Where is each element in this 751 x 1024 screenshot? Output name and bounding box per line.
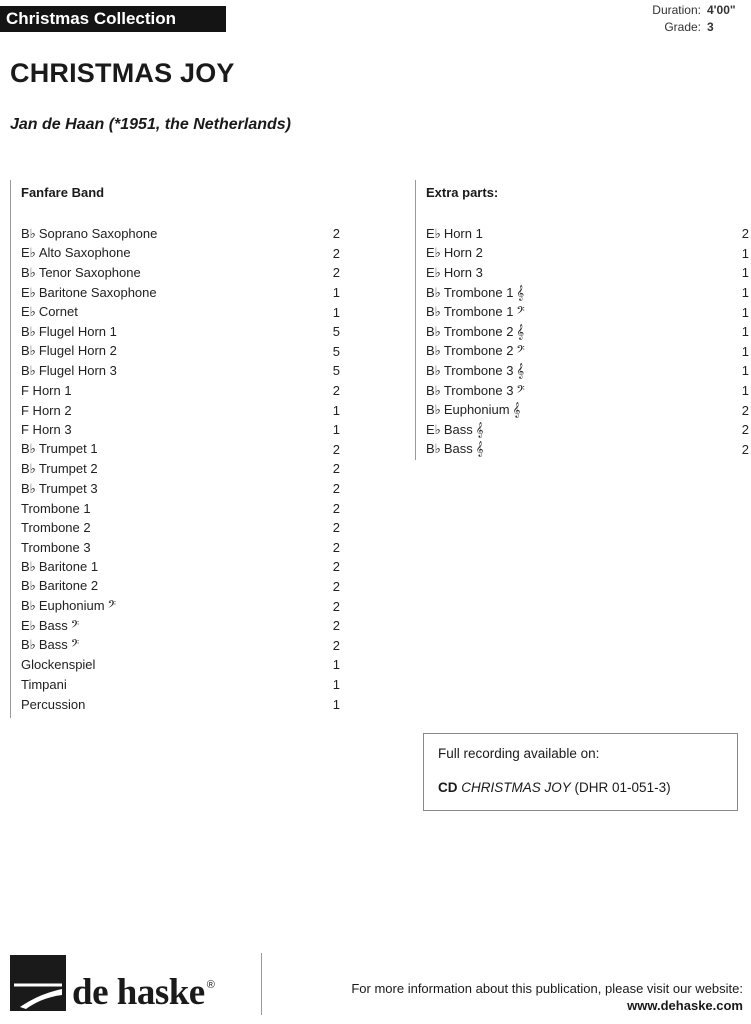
part-name (426, 245, 483, 261)
part-label: Trombone 3 (443, 382, 514, 398)
part-name (21, 245, 131, 261)
treble-clef-icon: 𝄞 (516, 363, 525, 379)
grade-row (652, 19, 741, 36)
treble-clef-icon: 𝄞 (512, 403, 521, 419)
part-key: B♭ (426, 304, 441, 320)
part-name (21, 383, 72, 398)
duration-label: Duration: (652, 3, 701, 17)
part-name (426, 343, 525, 359)
part-name (426, 285, 524, 301)
part-count: 2 (332, 265, 340, 281)
logo-text: de haske (72, 972, 205, 1013)
part-key: E♭ (426, 225, 441, 241)
extra-part-row (426, 244, 749, 264)
part-count: 1 (332, 422, 340, 438)
part-label: Trombone 1 (443, 284, 514, 300)
part-label: Bass (38, 617, 68, 633)
fanfare-part-row (21, 655, 340, 675)
part-label: Horn 1 (443, 225, 483, 241)
part-key: E♭ (21, 245, 36, 261)
part-label: Horn 2 (443, 245, 483, 261)
part-name (21, 226, 157, 242)
fanfare-part-row (21, 381, 340, 401)
fanfare-part-row (21, 361, 340, 381)
fanfare-part-row (21, 244, 340, 264)
part-name (21, 578, 98, 594)
part-name (21, 324, 117, 340)
fanfare-part-row (21, 635, 340, 655)
part-label: Bass (443, 421, 473, 437)
part-name (21, 481, 98, 497)
part-label: Trumpet 2 (38, 460, 98, 476)
part-count: 2 (332, 578, 340, 594)
fanfare-part-row (21, 577, 340, 597)
treble-clef-icon: 𝄞 (475, 422, 484, 438)
part-name (426, 324, 524, 340)
part-label: Trombone 2 (443, 323, 514, 339)
fanfare-band-rows (21, 224, 340, 714)
part-label: Tenor Saxophone (38, 264, 141, 280)
treble-clef-icon: 𝄞 (475, 442, 484, 458)
treble-clef-icon: 𝄞 (516, 285, 525, 301)
extra-part-row (426, 400, 749, 420)
part-count: 2 (332, 441, 340, 457)
part-label: Horn 3 (443, 264, 483, 280)
part-key: B♭ (21, 578, 36, 594)
part-count: 2 (332, 598, 340, 614)
part-label: Trumpet 1 (38, 441, 98, 457)
part-key: B♭ (21, 558, 36, 574)
bass-clef-icon: 𝄢 (516, 383, 525, 399)
part-name (21, 403, 72, 418)
part-count: 1 (332, 285, 340, 301)
part-count: 2 (332, 618, 340, 634)
fanfare-part-row (21, 302, 340, 322)
part-count: 2 (741, 402, 749, 418)
part-name (426, 422, 483, 438)
part-key: E♭ (21, 304, 36, 320)
footer-info (351, 980, 743, 1014)
part-key: B♭ (426, 284, 441, 300)
fanfare-part-row (21, 420, 340, 440)
part-name (426, 265, 483, 281)
part-label: Euphonium (443, 402, 510, 418)
part-label: F Horn 1 (21, 383, 72, 399)
part-label: Percussion (21, 696, 86, 712)
part-name (426, 402, 520, 418)
part-name (426, 363, 524, 379)
part-name (426, 304, 525, 320)
part-name (426, 441, 483, 457)
part-name (21, 461, 98, 477)
part-label: Trombone 1 (443, 304, 514, 320)
fanfare-band-heading: Fanfare Band (21, 185, 105, 200)
extra-part-row (426, 283, 749, 303)
part-key: B♭ (21, 480, 36, 496)
part-name (21, 422, 72, 437)
part-key: B♭ (426, 382, 441, 398)
fanfare-part-row (21, 322, 340, 342)
part-label: Flugel Horn 1 (38, 323, 117, 339)
logo-divider (261, 953, 262, 1015)
part-name (21, 637, 79, 653)
part-key: B♭ (21, 441, 36, 457)
part-label: Glockenspiel (21, 657, 96, 673)
part-name (21, 343, 117, 359)
extra-part-row (426, 440, 749, 460)
part-count: 1 (332, 676, 340, 692)
part-label: Flugel Horn 3 (38, 362, 117, 378)
part-key: E♭ (426, 264, 441, 280)
fanfare-part-row (21, 557, 340, 577)
part-count: 2 (741, 422, 749, 438)
composer: Jan de Haan (*1951, the Netherlands) (10, 116, 291, 133)
part-key: B♭ (426, 343, 441, 359)
fanfare-part-row (21, 694, 340, 714)
extra-part-row (426, 322, 749, 342)
fanfare-part-row (21, 596, 340, 616)
recording-album: CHRISTMAS JOY (461, 780, 571, 795)
part-name (426, 383, 525, 399)
part-key: B♭ (21, 264, 36, 280)
fanfare-band-list (10, 180, 340, 718)
part-label: Flugel Horn 2 (38, 343, 117, 359)
part-key: B♭ (21, 343, 36, 359)
piece-title: CHRISTMAS JOY (10, 58, 235, 88)
part-key: E♭ (21, 284, 36, 300)
part-count: 2 (741, 226, 749, 242)
extra-part-row (426, 224, 749, 244)
fanfare-part-row (21, 224, 340, 244)
part-count: 2 (332, 637, 340, 653)
fanfare-part-row (21, 400, 340, 420)
part-count: 1 (741, 343, 749, 359)
part-count: 5 (332, 343, 340, 359)
extra-part-row (426, 420, 749, 440)
extra-part-row (426, 342, 749, 362)
part-label: Baritone 1 (38, 558, 99, 574)
part-label: Soprano Saxophone (38, 225, 158, 241)
part-count: 1 (332, 402, 340, 418)
part-key: B♭ (21, 460, 36, 476)
part-key: B♭ (426, 402, 441, 418)
part-key: B♭ (426, 323, 441, 339)
part-label: Timpani (21, 676, 67, 692)
bass-clef-icon: 𝄢 (107, 599, 116, 615)
logo-registered-mark: ® (206, 979, 215, 991)
part-count: 1 (332, 657, 340, 673)
part-name (21, 598, 116, 614)
recording-label: Full recording available on: (438, 746, 600, 761)
grade-value: 3 (707, 20, 714, 34)
part-name (426, 226, 483, 242)
part-count: 2 (332, 539, 340, 555)
part-name (21, 657, 95, 672)
part-count: 5 (332, 363, 340, 379)
extra-parts-heading: Extra parts: (426, 185, 499, 200)
recording-catalog: (DHR 01-051-3) (574, 780, 671, 795)
part-label: F Horn 3 (21, 422, 72, 438)
fanfare-part-row (21, 342, 340, 362)
part-key: E♭ (21, 617, 36, 633)
part-key: E♭ (426, 421, 441, 437)
extra-part-row (426, 263, 749, 283)
bass-clef-icon: 𝄢 (70, 638, 80, 654)
part-key: B♭ (21, 637, 36, 653)
bass-clef-icon: 𝄢 (516, 305, 525, 321)
part-label: Trombone 3 (443, 362, 514, 378)
website-link[interactable]: www.dehaske.com (627, 998, 743, 1013)
part-count: 2 (332, 245, 340, 261)
part-count: 2 (332, 559, 340, 575)
part-key: E♭ (426, 245, 441, 261)
part-label: Trombone 3 (21, 539, 91, 555)
part-label: F Horn 2 (21, 402, 72, 418)
fanfare-part-row (21, 538, 340, 558)
part-name (21, 441, 98, 457)
fanfare-part-row (21, 616, 340, 636)
part-key: B♭ (426, 441, 441, 457)
recording-media: CD (438, 780, 458, 795)
part-name (21, 697, 85, 712)
duration-value: 4'00" (707, 3, 736, 17)
part-name (21, 304, 78, 320)
fanfare-part-row (21, 675, 340, 695)
extra-part-row (426, 361, 749, 381)
part-label: Trumpet 3 (38, 480, 98, 496)
de-haske-logo-icon (10, 955, 66, 1011)
part-label: Bass (443, 441, 473, 457)
part-name (21, 618, 79, 634)
fanfare-part-row (21, 440, 340, 460)
part-count: 2 (332, 481, 340, 497)
bass-clef-icon: 𝄢 (70, 618, 80, 634)
part-name (21, 520, 91, 535)
extra-part-row (426, 302, 749, 322)
series-tag: Christmas Collection (0, 6, 226, 32)
de-haske-logo (10, 955, 215, 1011)
part-label: Bass (38, 637, 68, 653)
fanfare-part-row (21, 518, 340, 538)
grade-label: Grade: (664, 20, 701, 34)
part-label: Trombone 2 (21, 520, 91, 536)
part-name (21, 363, 117, 379)
part-count: 2 (332, 461, 340, 477)
part-name (21, 285, 157, 301)
extra-parts-rows (426, 224, 749, 459)
part-label: Trombone 1 (21, 500, 91, 516)
part-count: 1 (332, 696, 340, 712)
part-label: Baritone 2 (38, 578, 99, 594)
part-key: B♭ (21, 225, 36, 241)
part-label: Trombone 2 (443, 343, 514, 359)
fanfare-part-row (21, 459, 340, 479)
extra-part-row (426, 381, 749, 401)
part-count: 2 (332, 383, 340, 399)
extra-parts-list (415, 180, 749, 460)
part-name (21, 677, 67, 692)
part-key: B♭ (21, 598, 36, 614)
part-key: B♭ (426, 362, 441, 378)
part-count: 1 (741, 324, 749, 340)
part-name (21, 501, 91, 516)
part-count: 1 (741, 245, 749, 261)
recording-info-box (423, 733, 738, 811)
fanfare-part-row (21, 283, 340, 303)
part-count: 1 (741, 265, 749, 281)
duration-row (652, 2, 741, 19)
part-count: 1 (332, 304, 340, 320)
part-key: B♭ (21, 362, 36, 378)
part-count: 1 (741, 304, 749, 320)
part-count: 1 (741, 363, 749, 379)
footer-info-text: For more information about this publication, please visit our website: (351, 981, 743, 996)
treble-clef-icon: 𝄞 (516, 324, 525, 340)
part-count: 5 (332, 324, 340, 340)
part-name (21, 559, 98, 575)
part-key: B♭ (21, 323, 36, 339)
fanfare-part-row (21, 498, 340, 518)
part-count: 1 (741, 383, 749, 399)
part-name (21, 540, 91, 555)
recording-line (438, 780, 723, 795)
part-name (21, 265, 141, 281)
part-label: Cornet (38, 304, 78, 320)
part-label: Alto Saxophone (38, 245, 131, 261)
part-count: 2 (332, 500, 340, 516)
bass-clef-icon: 𝄢 (516, 344, 525, 360)
part-label: Baritone Saxophone (38, 284, 157, 300)
part-count: 1 (741, 285, 749, 301)
part-count: 2 (332, 520, 340, 536)
part-label: Euphonium (38, 598, 105, 614)
part-count: 2 (332, 226, 340, 242)
part-count: 2 (741, 441, 749, 457)
meta-info (652, 2, 741, 36)
fanfare-part-row (21, 479, 340, 499)
fanfare-part-row (21, 263, 340, 283)
